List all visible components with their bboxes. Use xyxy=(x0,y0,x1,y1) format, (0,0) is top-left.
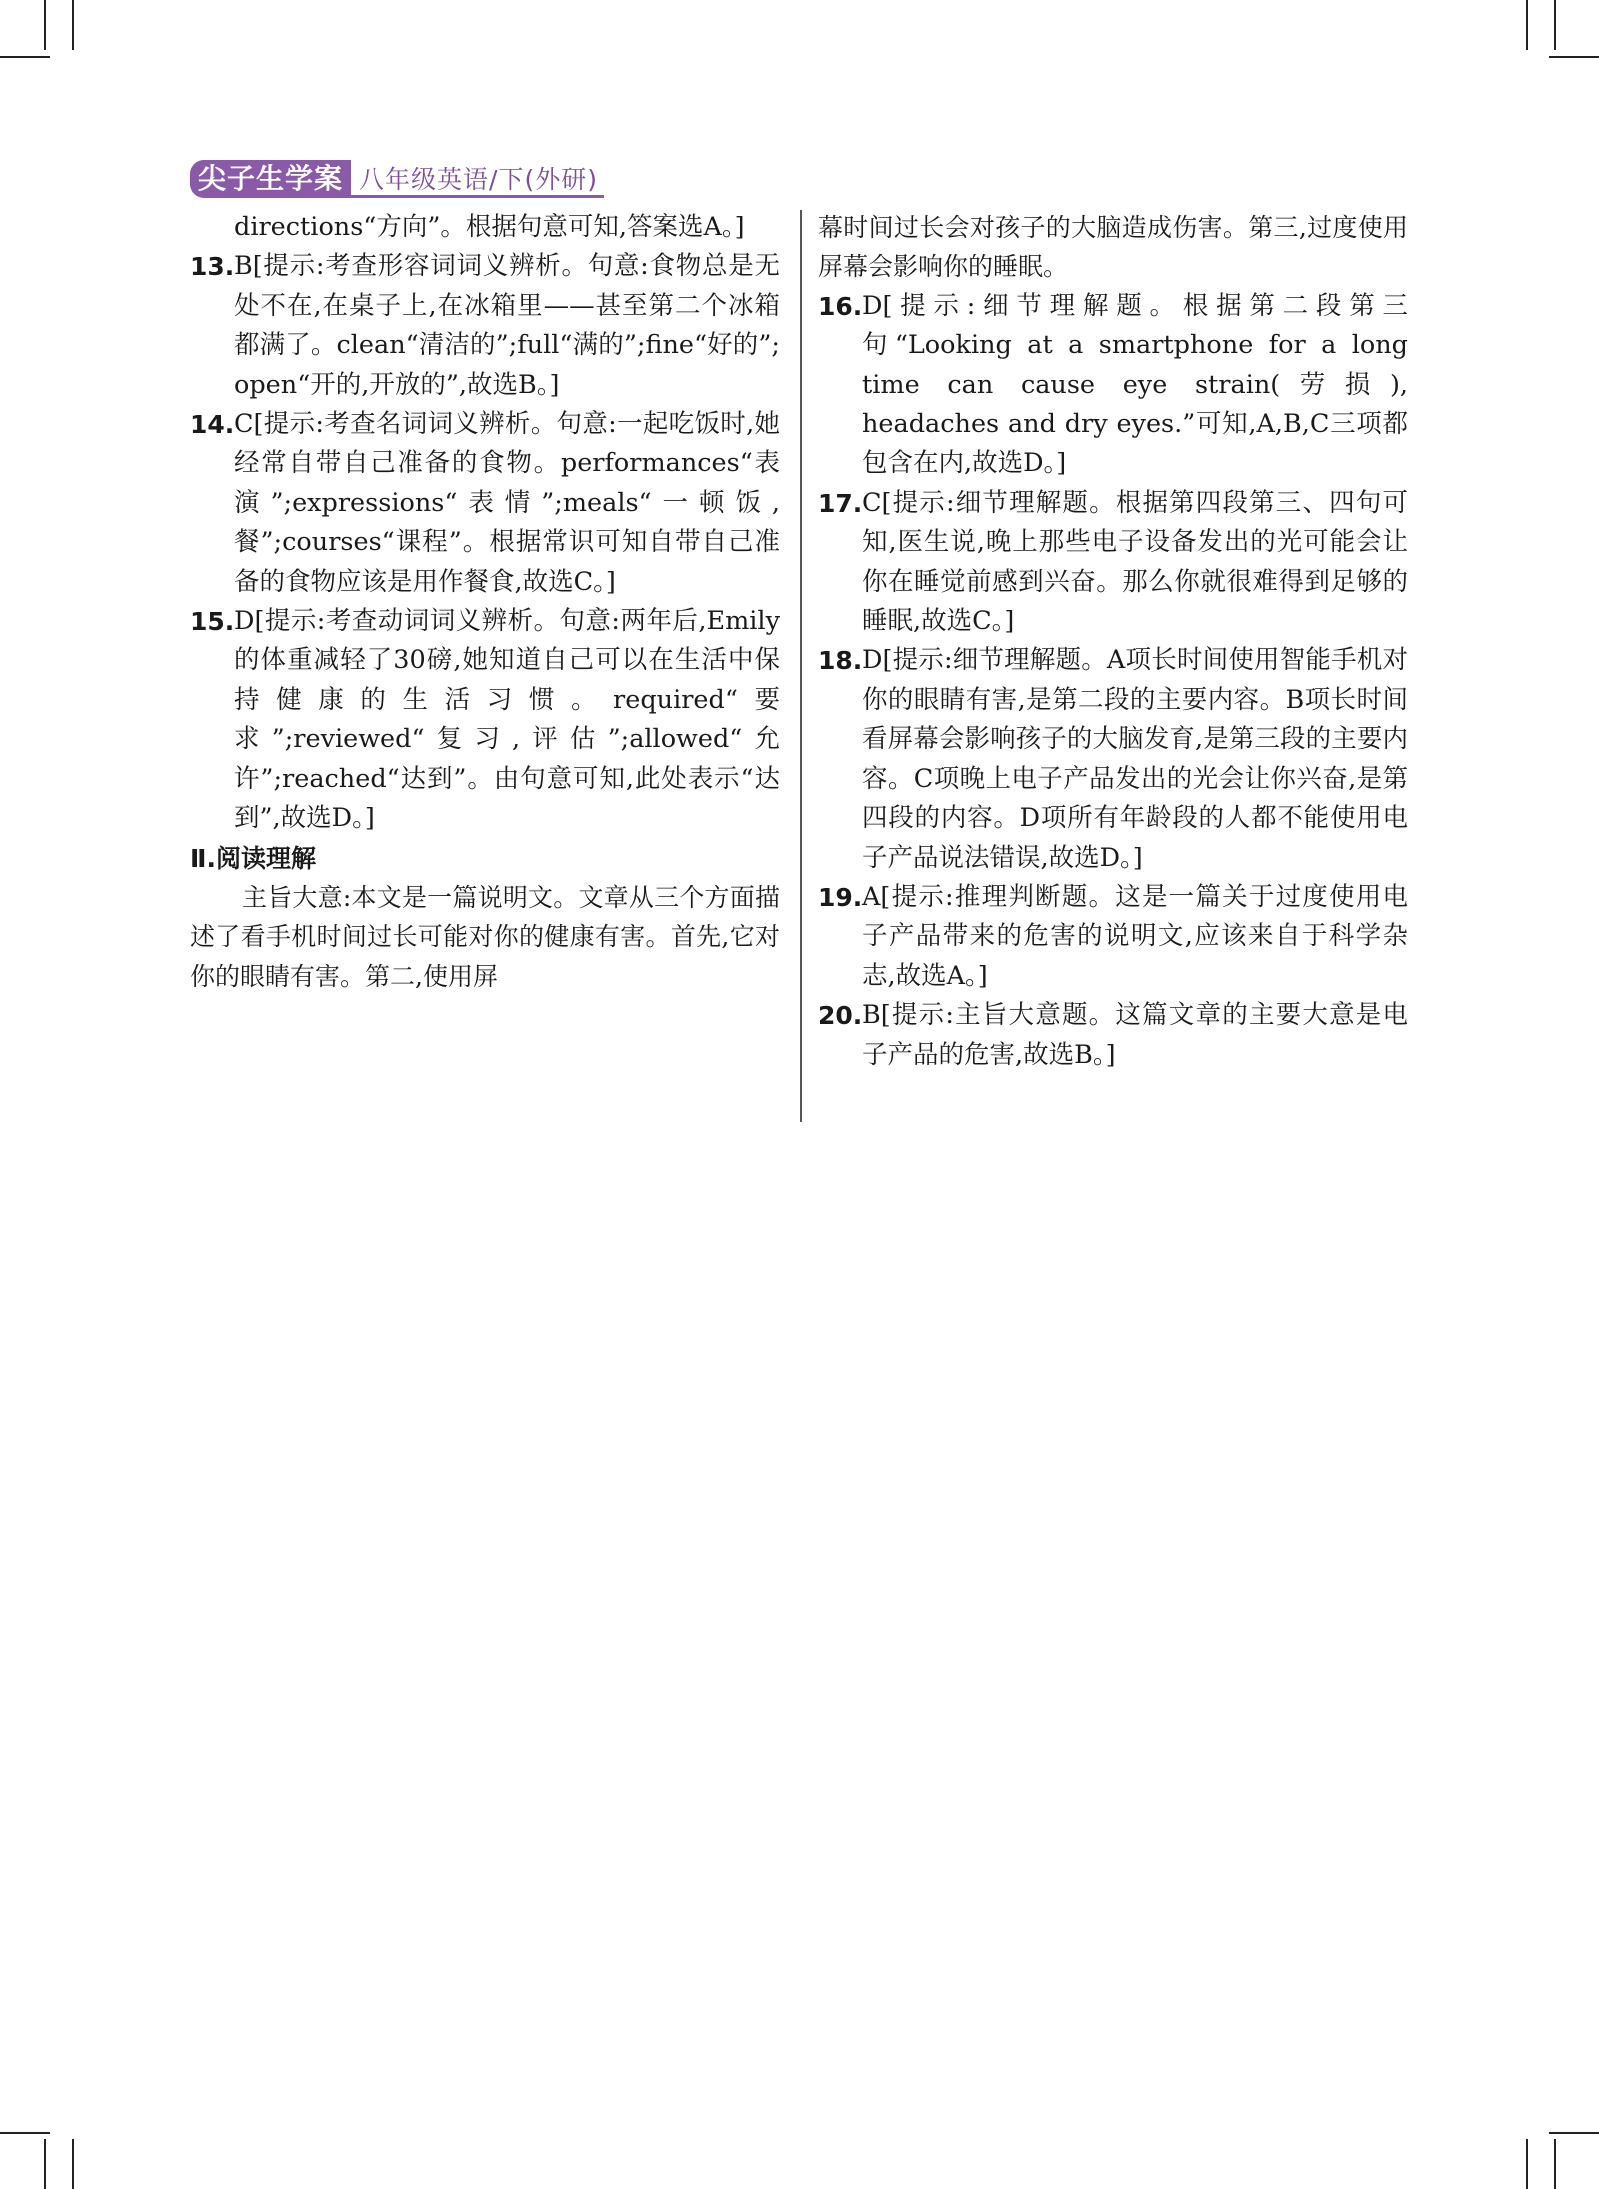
answer-text: B[提示:考查形容词词义辨析。句意:食物总是无处不在,在桌子上,在冰箱里——甚至第二个冰箱都满了。clean“清洁的”;full“满的”;fine“好的”; open“开的,开放的”,故选B。] xyxy=(234,251,780,400)
answer-item xyxy=(190,405,780,602)
question-number: 20. xyxy=(818,1001,863,1031)
question-number: 13. xyxy=(190,252,235,282)
summary-continuation: 幕时间过长会对孩子的大脑造成伤害。第三,过度使用屏幕会影响你的睡眠。 xyxy=(818,213,1408,282)
crop-mark xyxy=(0,56,50,58)
section-title: Ⅱ.阅读理解 xyxy=(190,843,316,873)
crop-mark xyxy=(1526,2139,1528,2189)
answer-item xyxy=(818,287,1408,484)
answer-item xyxy=(190,602,780,838)
crop-mark xyxy=(44,2139,46,2189)
question-number: 14. xyxy=(190,410,235,440)
answer-item xyxy=(818,878,1408,996)
answer-item xyxy=(818,641,1408,877)
continued-answer: directions“方向”。根据句意可知,答案选A。] xyxy=(234,212,745,242)
question-number: 18. xyxy=(818,646,863,676)
answer-text: A[提示:推理判断题。这是一篇关于过度使用电子产品带来的危害的说明文,应该来自于科学杂志,故选A。] xyxy=(862,881,1408,991)
answer-text: C[提示:细节理解题。根据第四段第三、四句可知,医生说,晚上那些电子设备发出的光可能会让你在睡觉前感到兴奋。那么你就很难得到足够的睡眠,故选C。] xyxy=(862,487,1408,637)
answer-item xyxy=(818,484,1408,642)
answer-text: D[提示:细节理解题。根据第二段第三句“Looking at a smartphone for a long time can cause eye strain(劳损), headaches and dry eyes.”可知,A,B,C三项都包含在内,故选D。] xyxy=(862,290,1408,479)
crop-mark xyxy=(1554,2139,1556,2189)
question-number: 16. xyxy=(818,291,863,321)
answer-item xyxy=(190,247,780,405)
crop-mark xyxy=(44,0,46,50)
series-badge: 尖子生学案 xyxy=(190,160,351,198)
crop-mark xyxy=(72,0,74,50)
summary-paragraph: 主旨大意:本文是一篇说明文。文章从三个方面描述了看手机时间过长可能对你的健康有害。首先,它对你的眼睛有害。第二,使用屏 xyxy=(190,882,780,991)
answer-text: D[提示:考查动词词义辨析。句意:两年后,Emily的体重减轻了30磅,她知道自己可以在生活中保持健康的生活习惯。required“要求”;reviewed“复习,评估”;allowed“允许”;reached“达到”。由句意可知,此处表示“达到”,故选D。] xyxy=(234,606,780,834)
answer-text: C[提示:考查名词词义辨析。句意:一起吃饭时,她经常自带自己准备的食物。performances“表演”;expressions“表情”;meals“一顿饭,餐”;courses“课程”。根据常识可知自带自己准备的食物应该是用作餐食,故选C。] xyxy=(234,409,780,597)
question-number: 19. xyxy=(818,882,863,912)
page-header xyxy=(190,160,604,198)
book-subtitle: 八年级英语/下(外研) xyxy=(351,161,604,198)
left-column xyxy=(190,208,780,996)
answer-text: B[提示:主旨大意题。这篇文章的主要大意是电子产品的危害,故选B。] xyxy=(862,1000,1408,1070)
crop-mark xyxy=(1549,2132,1599,2134)
question-number: 15. xyxy=(190,607,235,637)
column-divider xyxy=(800,210,802,1122)
crop-mark xyxy=(0,2132,50,2134)
question-number: 17. xyxy=(818,488,863,518)
answer-item xyxy=(818,996,1408,1075)
right-column xyxy=(818,208,1408,1075)
crop-mark xyxy=(72,2139,74,2189)
crop-mark xyxy=(1549,56,1599,58)
crop-mark xyxy=(1526,0,1528,50)
answer-text: D[提示:细节理解题。A项长时间使用智能手机对你的眼睛有害,是第二段的主要内容。B项长时间看屏幕会影响孩子的大脑发育,是第三段的主要内容。C项晚上电子产品发出的光会让你兴奋,是第四段的内容。D项所有年龄段的人都不能使用电子产品说法错误,故选D。] xyxy=(862,645,1408,873)
crop-mark xyxy=(1554,0,1556,50)
